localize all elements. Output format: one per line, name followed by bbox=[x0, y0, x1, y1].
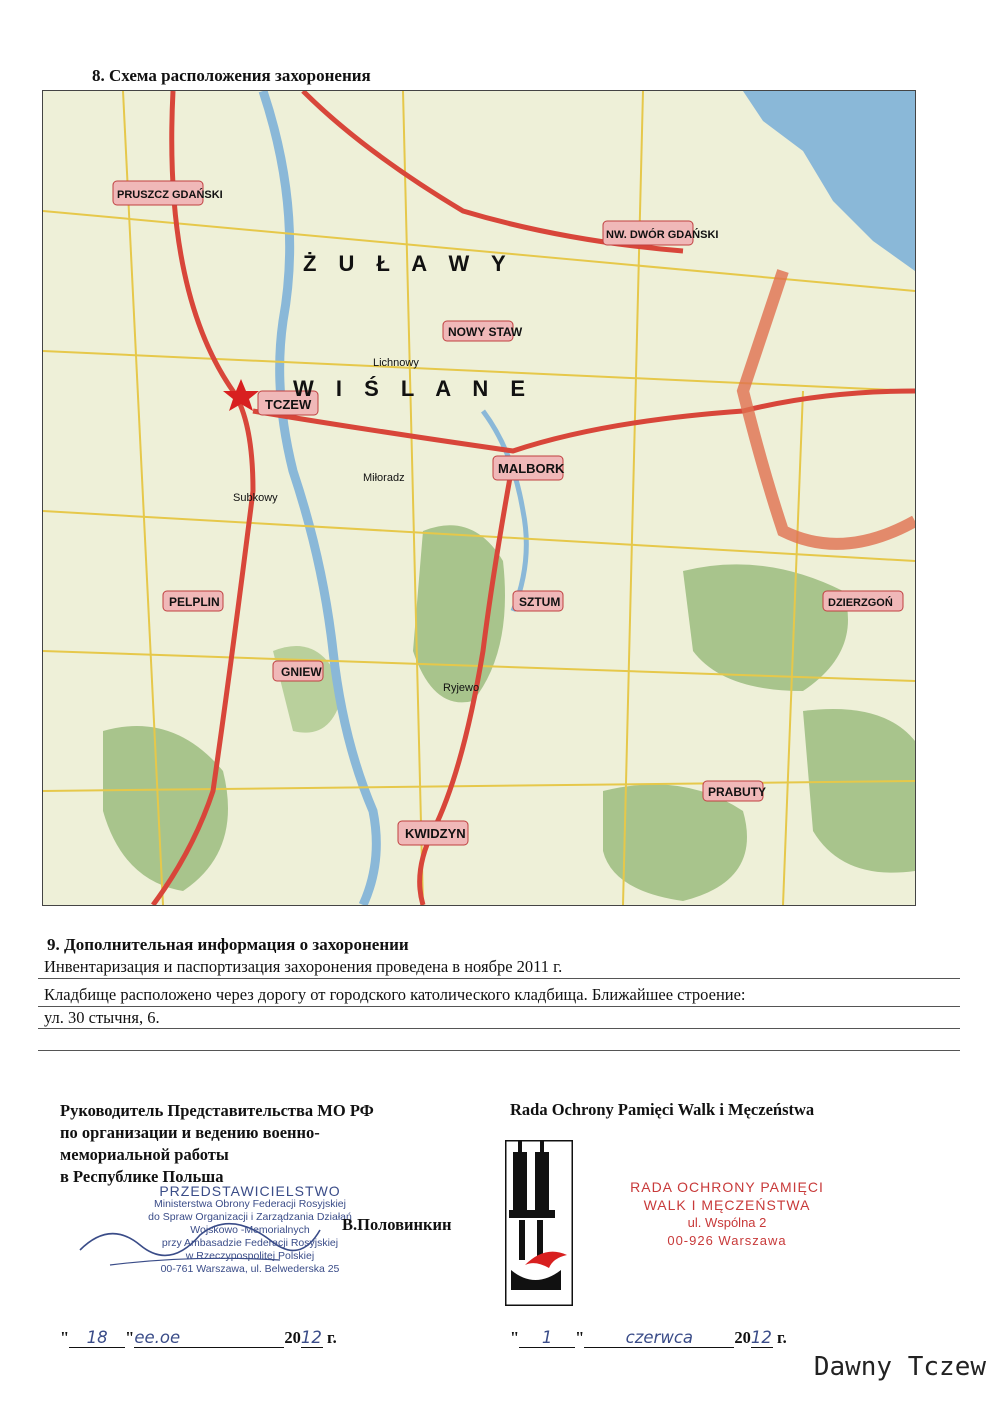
signature-left bbox=[70, 1210, 330, 1280]
svg-text:Miłoradz: Miłoradz bbox=[363, 472, 405, 484]
svg-text:Lichnowy: Lichnowy bbox=[373, 357, 419, 369]
map-town-gniew: GNIEW bbox=[281, 665, 322, 679]
watermark-dawny-tczew: Dawny Tczew bbox=[813, 1352, 986, 1382]
map-label-wislane: W I Ś L A N E bbox=[293, 376, 534, 401]
polish-council-heading: Rada Ochrony Pamięci Walk i Męczeństwa bbox=[510, 1100, 815, 1119]
section-9-title: 9. Дополнительная информация о захоронении bbox=[47, 935, 409, 954]
polish-council-stamp: RADA OCHRONY PAMIĘCI WALK I MĘCZEŃSTWA ul. Wspólna 2 00-926 Warszawa bbox=[630, 1179, 824, 1248]
info-rule-3 bbox=[38, 1028, 960, 1029]
russian-representative-heading: Руководитель Представительства МО РФ по организации и ведению военно- мемориальной работы в Республике Польша bbox=[60, 1101, 374, 1186]
info-rule-1 bbox=[38, 978, 960, 979]
map-graphic bbox=[43, 91, 915, 905]
russian-representation-stamp: PRZEDSTAWICIELSTWO Ministerstwa Obrony Federacji Rosyjskiej do Spraw Organizacji i Zarządzania Działań Wojskowo -Memorialnych przy Ambasadzie Federacji Rosyjskiej w Rzeczypospolitej Polskiej 00-761 Warszawa, ul. Belwederska 25 bbox=[148, 1183, 352, 1275]
map-town-nowy-staw: NOWY STAW bbox=[448, 325, 523, 339]
map-town-malbork: MALBORK bbox=[498, 461, 565, 476]
info-rule-4 bbox=[38, 1050, 960, 1051]
info-rule-2 bbox=[38, 1006, 960, 1007]
map-label-zulawy: Ż U Ł A W Y bbox=[303, 251, 514, 276]
burial-location-map bbox=[42, 90, 916, 906]
map-town-kwidzyn: KWIDZYN bbox=[405, 826, 466, 841]
info-line-2: Кладбище расположено через дорогу от городского католического кладбища. Ближайшее строение: bbox=[44, 985, 746, 1004]
map-town-tczew: TCZEW bbox=[265, 397, 312, 412]
date-right: " 1 " czerwca 2012 г. bbox=[510, 1328, 787, 1347]
map-town-sztum: SZTUM bbox=[519, 595, 561, 609]
map-town-pelplin: PELPLIN bbox=[169, 595, 220, 609]
date-left: " 18 "ee.oe 2012 г. bbox=[60, 1328, 337, 1347]
info-line-3: ул. 30 стычня, 6. bbox=[44, 1008, 160, 1027]
svg-text:Subkowy: Subkowy bbox=[233, 492, 278, 504]
map-town-pruszcz: PRUSZCZ GDAŃSKI bbox=[117, 189, 223, 201]
svg-text:Ryjewo: Ryjewo bbox=[443, 682, 480, 694]
signatory-name: В.Половинкин bbox=[342, 1215, 452, 1234]
section-8-title: 8. Схема расположения захоронения bbox=[92, 66, 371, 85]
map-town-prabuty: PRABUTY bbox=[708, 785, 767, 799]
map-town-nwdwor: NW. DWÓR GDAŃSKI bbox=[606, 229, 719, 241]
info-line-1: Инвентаризация и паспортизация захоронения проведена в ноябре 2011 г. bbox=[44, 957, 563, 976]
map-town-dzierzgon: DZIERZGOŃ bbox=[828, 597, 893, 609]
council-logo-icon bbox=[505, 1140, 573, 1306]
